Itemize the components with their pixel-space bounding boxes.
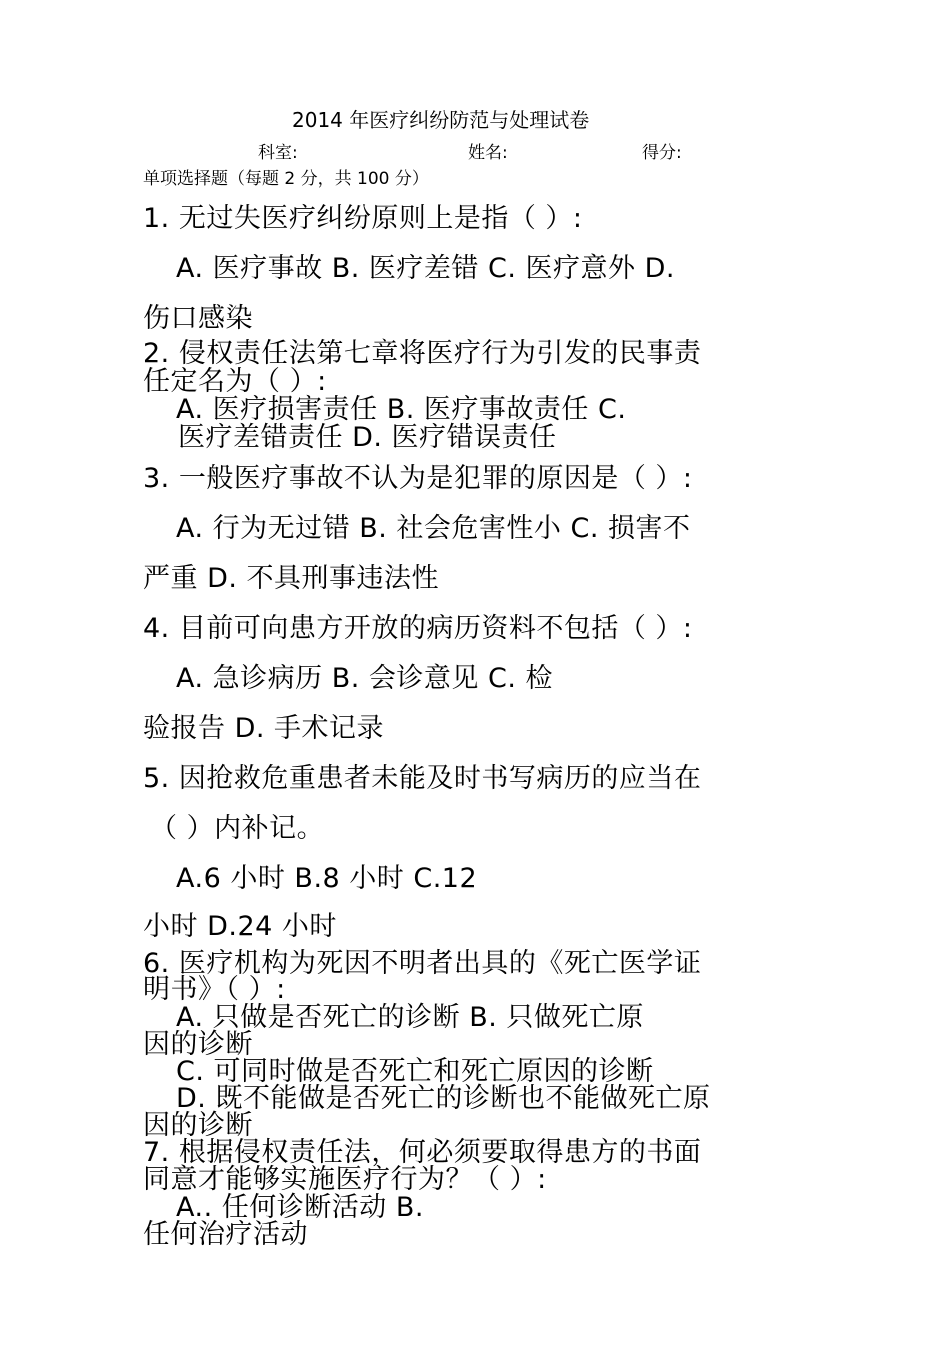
- question-1-options: A. 医疗事故 B. 医疗差错 C. 医疗意外 D.: [176, 253, 675, 284]
- question-1-stem: 1. 无过失医疗纠纷原则上是指（ ）:: [143, 203, 583, 234]
- question-3-options-cont: 严重 D. 不具刑事违法性: [143, 563, 440, 594]
- question-5-options: A.6 小时 B.8 小时 C.12: [176, 863, 478, 894]
- question-4-stem: 4. 目前可向患方开放的病历资料不包括（ ）:: [143, 613, 693, 644]
- question-6-option-d-cont: 因的诊断: [143, 1110, 253, 1141]
- question-4-options-cont: 验报告 D. 手术记录: [143, 713, 385, 744]
- question-3-options: A. 行为无过错 B. 社会危害性小 C. 损害不: [176, 513, 691, 544]
- question-6-option-c: C. 可同时做是否死亡和死亡原因的诊断: [176, 1056, 654, 1087]
- name-field-label: 姓名:: [468, 143, 508, 163]
- question-5-stem-cont: （ ）内补记。: [150, 813, 325, 844]
- question-5-stem: 5. 因抢救危重患者未能及时书写病历的应当在: [143, 763, 702, 794]
- question-6-option-d: D. 既不能做是否死亡的诊断也不能做死亡原: [176, 1083, 711, 1114]
- question-2-stem-cont: 任定名为（ ）:: [143, 366, 327, 397]
- question-6-stem: 6. 医疗机构为死因不明者出具的《死亡医学证: [143, 948, 702, 979]
- dept-field-label: 科室:: [258, 143, 298, 163]
- question-3-stem: 3. 一般医疗事故不认为是犯罪的原因是（ ）:: [143, 463, 693, 494]
- question-6-option-a-cont: 因的诊断: [143, 1029, 253, 1060]
- question-7-stem: 7. 根据侵权责任法，何必须要取得患方的书面: [143, 1137, 702, 1168]
- question-7-option-b: 任何治疗活动: [143, 1219, 308, 1250]
- section-heading: 单项选择题（每题 2 分，共 100 分）: [143, 169, 429, 189]
- question-5-options-cont: 小时 D.24 小时: [143, 911, 337, 942]
- question-2-stem: 2. 侵权责任法第七章将医疗行为引发的民事责: [143, 338, 702, 369]
- question-2-options-cont: 医疗差错责任 D. 医疗错误责任: [178, 422, 557, 453]
- question-6-option-a: A. 只做是否死亡的诊断 B. 只做死亡原: [176, 1002, 644, 1033]
- question-4-options: A. 急诊病历 B. 会诊意见 C. 检: [176, 663, 554, 694]
- question-7-stem-cont: 同意才能够实施医疗行为？（ ）:: [143, 1164, 547, 1195]
- question-6-stem-cont: 明书》（ ）:: [143, 974, 286, 1005]
- question-1-options-cont: 伤口感染: [143, 303, 253, 334]
- score-field-label: 得分:: [642, 143, 682, 163]
- page-title: 2014 年医疗纠纷防范与处理试卷: [292, 108, 590, 132]
- question-7-option-a: A.. 任何诊断活动 B.: [176, 1192, 424, 1223]
- question-2-options: A. 医疗损害责任 B. 医疗事故责任 C.: [176, 394, 627, 425]
